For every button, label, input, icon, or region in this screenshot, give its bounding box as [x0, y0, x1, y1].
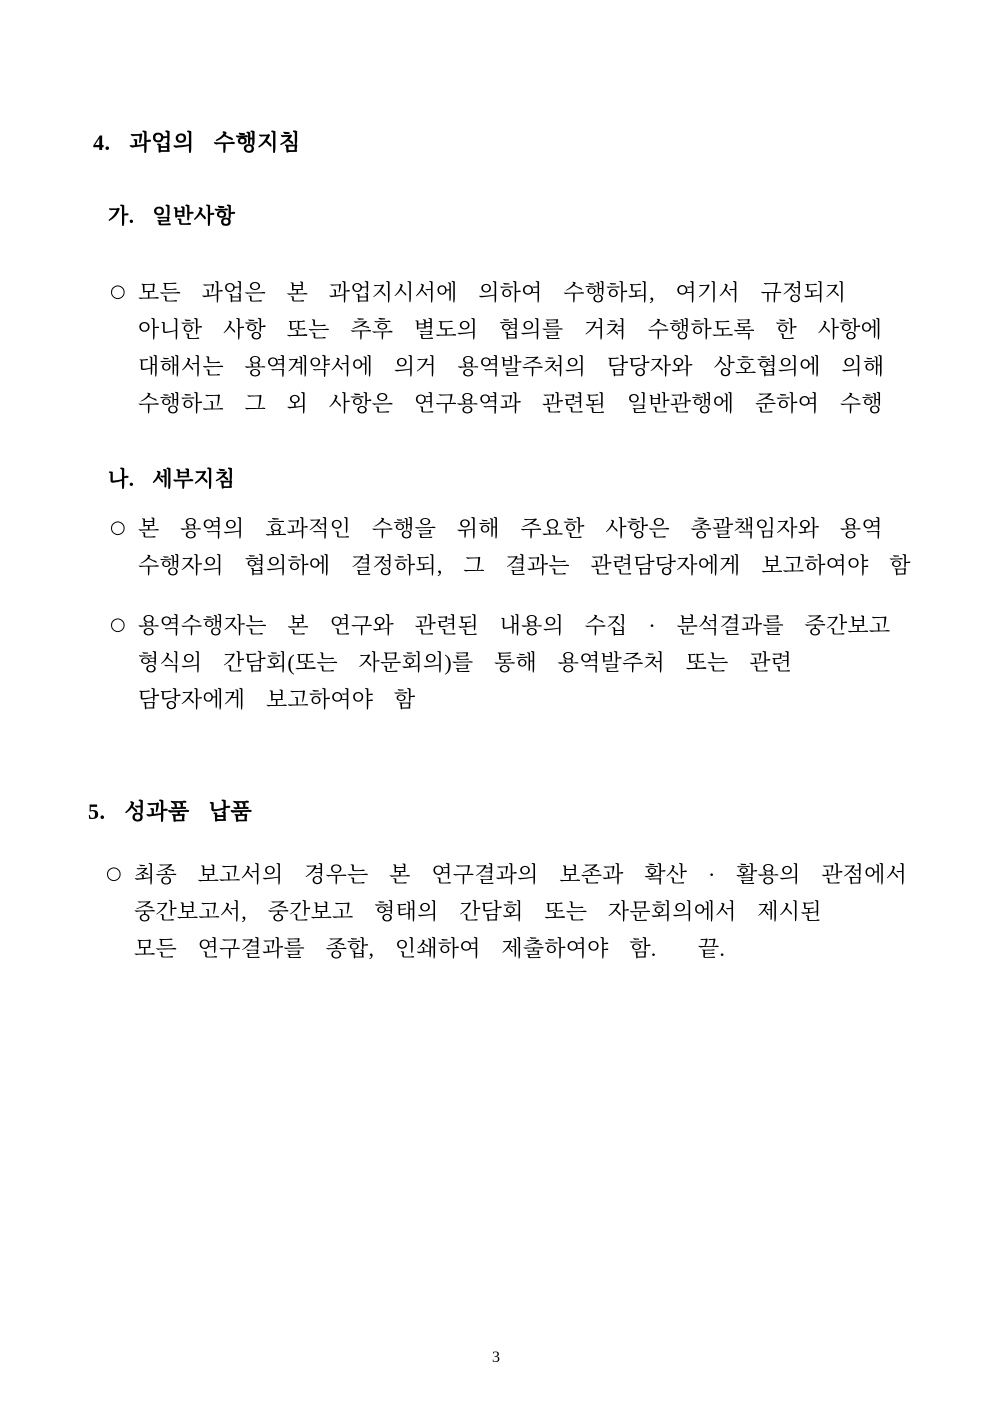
- circle-bullet: ○: [110, 517, 126, 538]
- paragraph-lines: [138, 510, 980, 584]
- text-line: 대해서는 용역계약서에 의거 용역발주처의 담당자와 상호협의에 의해: [138, 354, 885, 379]
- circle-bullet: ○: [110, 281, 126, 302]
- text-line: 수행자의 협의하에 결정하되, 그 결과는 관련담당자에게 보고하여야 함: [138, 553, 911, 578]
- section-4-heading: 4. 과업의 수행지침: [93, 130, 301, 155]
- section-5-heading: 5. 성과품 납품: [88, 799, 253, 824]
- text-line: 중간보고서, 중간보고 형태의 간담회 또는 자문회의에서 제시된: [134, 899, 822, 924]
- paragraph-lines: [138, 607, 980, 718]
- text-line: 본 용역의 효과적인 수행을 위해 주요한 사항은 총괄책임자와 용역: [138, 516, 883, 541]
- bullet-paragraph: [110, 510, 980, 584]
- text-line: 형식의 간담회(또는 자문회의)를 통해 용역발주처 또는 관련: [138, 650, 793, 675]
- paragraph-lines: [134, 856, 976, 967]
- text-line: 담당자에게 보고하여야 함: [138, 687, 416, 712]
- paragraph-lines: [138, 274, 980, 422]
- subsection-ga-heading: 가. 일반사항: [108, 204, 236, 228]
- text-line: 용역수행자는 본 연구와 관련된 내용의 수집 · 분석결과를 중간보고: [138, 613, 891, 638]
- text-line: 모든 연구결과를 종합, 인쇄하여 제출하여야 함. 끝.: [134, 936, 726, 961]
- text-line: 아니한 사항 또는 추후 별도의 협의를 거쳐 수행하도록 한 사항에: [138, 317, 883, 342]
- page-number: 3: [492, 1349, 500, 1366]
- subsection-na-heading: 나. 세부지침: [108, 467, 236, 491]
- text-line: 수행하고 그 외 사항은 연구용역과 관련된 일반관행에 준하여 수행: [138, 391, 883, 416]
- bullet-paragraph: [106, 856, 976, 967]
- bullet-paragraph: [110, 274, 980, 422]
- text-line: 모든 과업은 본 과업지시서에 의하여 수행하되, 여기서 규정되지: [138, 280, 847, 305]
- text-line: 최종 보고서의 경우는 본 연구결과의 보존과 확산 · 활용의 관점에서: [134, 862, 908, 887]
- circle-bullet: ○: [106, 863, 122, 884]
- circle-bullet: ○: [110, 614, 126, 635]
- bullet-paragraph: [110, 607, 980, 718]
